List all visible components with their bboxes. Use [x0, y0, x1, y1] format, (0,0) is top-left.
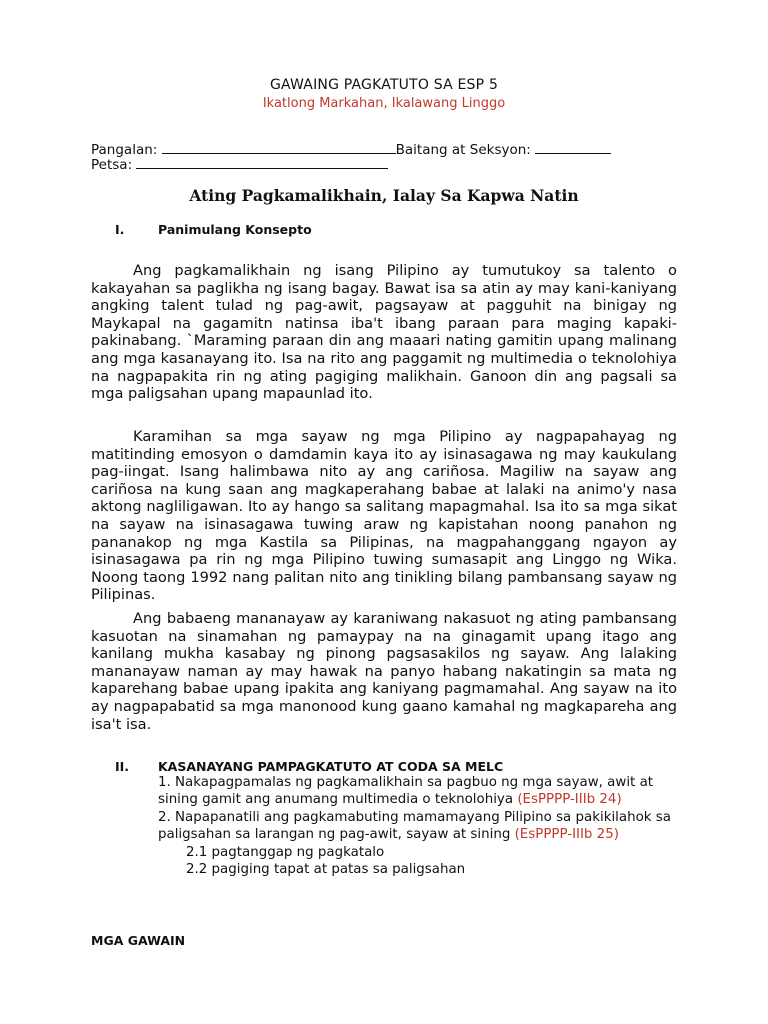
section-1-number: I. [115, 222, 125, 237]
section-2-title: KASANAYANG PAMPAGKATUTO AT CODA SA MELC [158, 759, 504, 774]
document-title: GAWAING PAGKATUTO SA ESP 5 [269, 77, 499, 93]
grade-section-label: Baitang at Seksyon: [395, 142, 531, 158]
competency-subitem-2: 2.2 pagiging tapat at patas sa paligsahan [186, 862, 466, 878]
paragraph-2: Karamihan sa mga sayaw ng mga Pilipino ay nagpapahayag ng matitinding emosyon o damdamin kaya ito ay isinasagawa ng may kaukulang pag-iingat. Isang halimbawa nito ay ang cariñosa. Magiliw na sayaw ang cariñosa na kung saan ang magkaperahang babae at lalaki na animo'y nasa aktong nagliligawan. Ito ay hango sa salitang mapagmahal. Isa ito sa mga sikat na sayaw na isinasagawa tuwing araw ng kapistahan noong panahon ng pananakop ng mga Kastila sa Pilipinas, na magpahanggang ngayon ay isinasagawa pa rin ng mga Pilipino tuwing sumasapit ang Linggo ng Wika. Noong taong 1992 nang palitan nito ang tinikling bilang pambansang sayaw ng Pilipinas. [91, 428, 677, 604]
melc-code-1: (EsPPPP-IIIb 24) [517, 792, 622, 808]
activities-heading: MGA GAWAIN [91, 933, 186, 948]
name-label: Pangalan: [91, 142, 158, 158]
document-subtitle: Ikatlong Markahan, Ikalawang Linggo [262, 96, 506, 111]
paragraph-1: Ang pagkamalikhain ng isang Pilipino ay tumutukoy sa talento o kakayahan sa paglikha ng isang bagay. Bawat isa sa atin ay may kani-kaniyang angking talent tulad ng pag-awit, pagsayaw at pagguhit na binigay ng Maykapal na gagamitn natinsa iba't ibang paraan para maging kapaki-pakinabang. `Maraming paraan din ang maaari nating gamitin upang malinang ang mga kasanayang ito. Isa na rito ang paggamit ng multimedia o teknolohiya na nagpapakita rin ng ating pagiging malikhain. Ganoon din ang pagsali sa mga paligsahan upang mapaunlad ito. [91, 262, 677, 403]
melc-code-2: (EsPPPP-IIIb 25) [514, 827, 619, 843]
lesson-title: Ating Pagkamalikhain, Ialay Sa Kapwa Natin [189, 186, 579, 205]
name-blank[interactable] [162, 143, 396, 154]
section-1-title: Panimulang Konsepto [158, 222, 312, 237]
section-2-number: II. [115, 759, 130, 774]
competency-list [158, 774, 678, 878]
grade-section-blank[interactable] [535, 143, 611, 154]
competency-item-2: 2. Napapanatili ang pagkamabuting mamamayang Pilipino sa pakikilahok sa paligsahan sa larangan ng pag-awit, sayaw at sining (EsPPPP-IIIb 25) [158, 809, 671, 843]
competency-item-1: 1. Nakapagpamalas ng pagkamalikhain sa pagbuo ng mga sayaw, awit at sining gamit ang anumang multimedia o teknolohiya (EsPPPP-IIIb 24) [158, 775, 654, 808]
date-line [91, 157, 388, 173]
date-blank[interactable] [136, 158, 388, 169]
name-grade-line [91, 142, 611, 158]
paragraph-3: Ang babaeng mananayaw ay karaniwang nakasuot ng ating pambansang kasuotan na sinamahan ng pamaypay na na ginagamit upang itago ang kanilang mukha kasabay ng pinong pagsasakilos ng sayaw. Ang lalaking mananayaw naman ay may hawak na panyo habang nakatingin sa mata ng kaparehang babae upang ipakita ang kaniyang pagmamahal. Ang sayaw na ito ay nagpapabatid sa mga manonood kung gaano kamahal ng magkapareha ang isa't isa. [91, 610, 677, 733]
date-label: Petsa: [91, 157, 133, 173]
competency-subitem-1: 2.1 pagtanggap ng pagkatalo [186, 844, 385, 860]
